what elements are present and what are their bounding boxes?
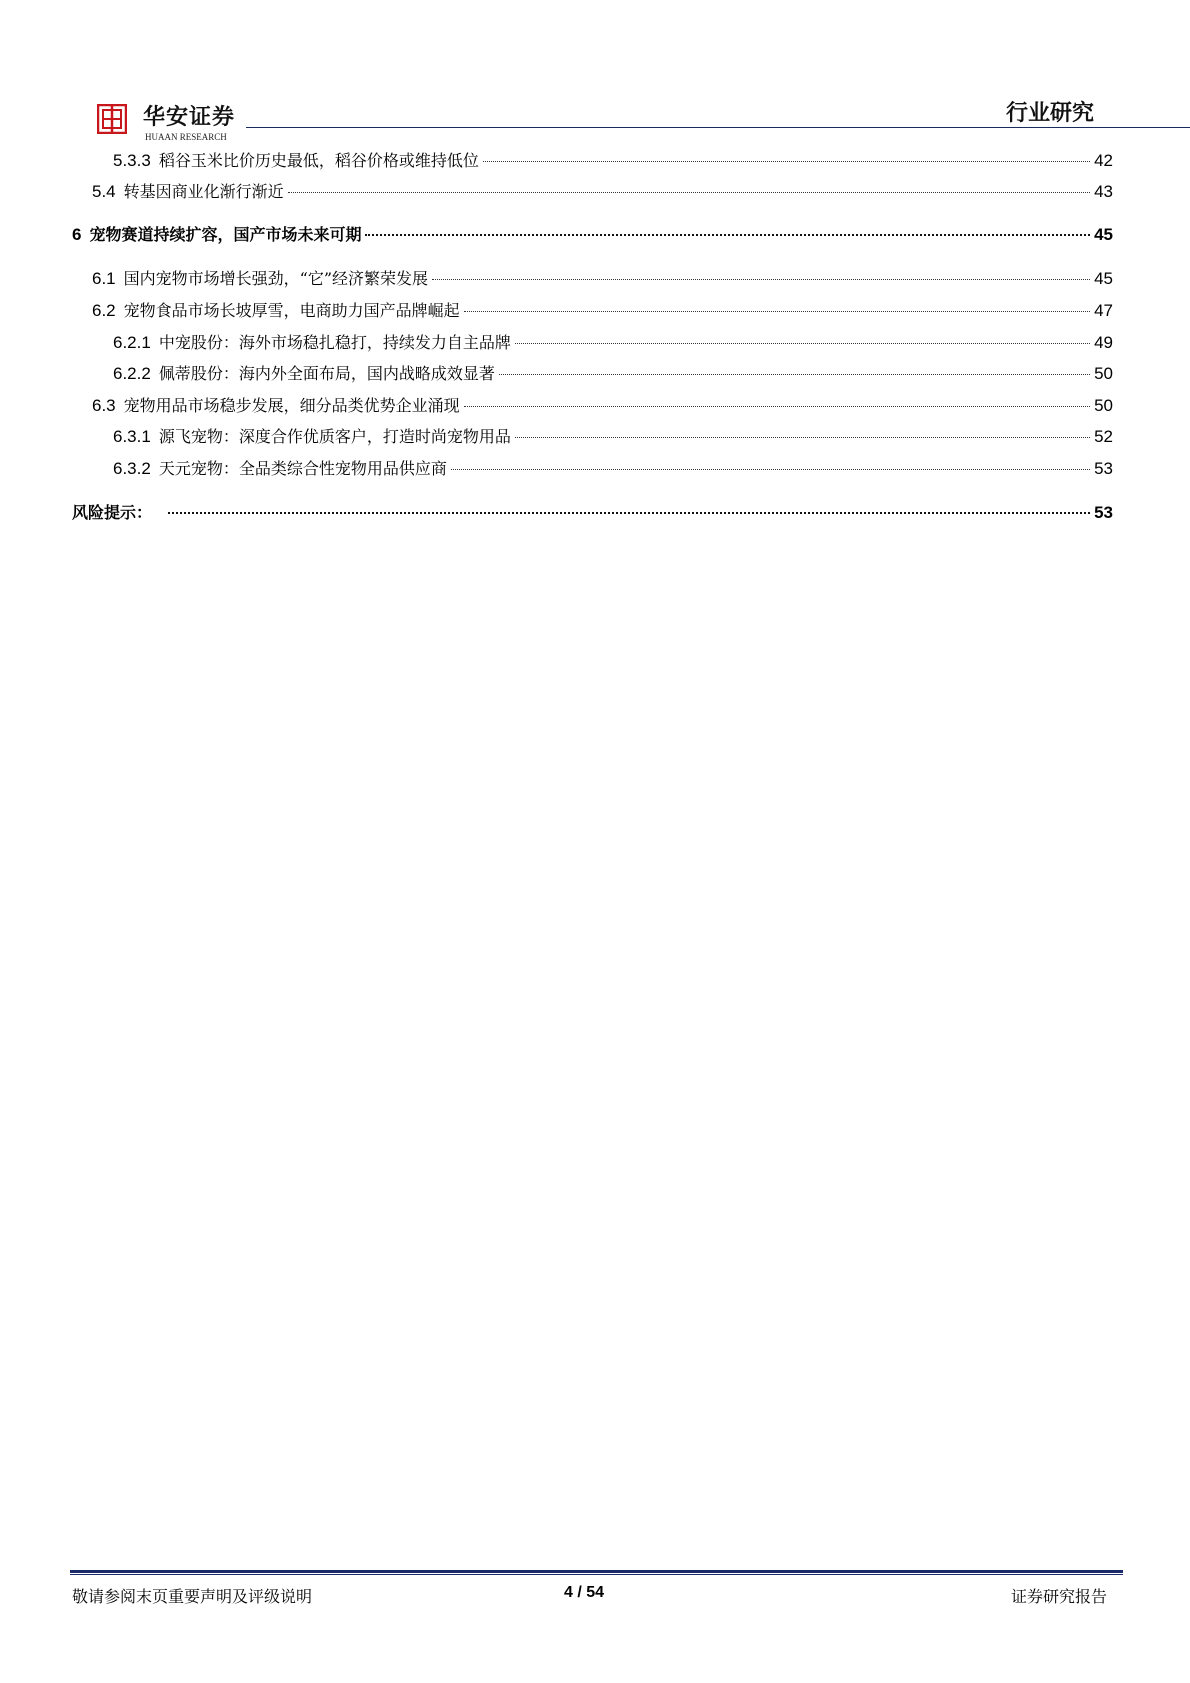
toc-leader [365, 234, 1090, 236]
toc-title: 宠物用品市场稳步发展，细分品类优势企业涌现 [123, 396, 460, 415]
toc-leader [432, 279, 1090, 280]
toc-number: 6.2 [92, 301, 116, 320]
page-number [564, 1584, 604, 1602]
toc-page: 52 [1094, 427, 1113, 446]
footer-rule [70, 1570, 1123, 1573]
toc-entry[interactable] [113, 458, 1113, 480]
huaan-logo-icon [97, 104, 127, 134]
toc-entry[interactable] [113, 150, 1113, 172]
toc-entry[interactable] [113, 363, 1113, 385]
toc-title: 宠物食品市场长坡厚雪，电商助力国产品牌崛起 [123, 301, 460, 320]
footer-rule-thin [70, 1574, 1123, 1575]
toc-entry-risk[interactable] [72, 502, 1113, 524]
page-header [97, 96, 1097, 146]
toc-title: 稻谷玉米比价历史最低，稻谷价格或维持低位 [158, 151, 479, 170]
toc-entry[interactable] [72, 224, 1113, 246]
toc-leader [288, 192, 1090, 193]
toc-page: 49 [1094, 333, 1113, 352]
toc-number: 6.3.1 [113, 427, 151, 446]
toc-leader [515, 343, 1090, 344]
toc-number: 6 [72, 225, 82, 244]
toc-page: 50 [1094, 364, 1113, 383]
report-category: 行业研究 [1005, 100, 1094, 126]
toc-number: 6.1 [92, 269, 116, 288]
toc-leader [464, 406, 1090, 407]
logo-name: 华安证券 [143, 104, 236, 130]
toc-title: 国内宠物市场增长强劲，“它”经济繁荣发展 [123, 269, 429, 288]
toc-number: 5.4 [92, 182, 116, 201]
page-total: 54 [586, 1584, 605, 1601]
toc-page: 53 [1094, 459, 1113, 478]
toc-title: 转基因商业化渐行渐近 [123, 182, 284, 201]
toc-page: 42 [1094, 151, 1113, 170]
toc-title: 风险提示： [72, 503, 153, 522]
toc-entry[interactable] [92, 395, 1113, 417]
logo-english: HUAAN RESEARCH [145, 132, 227, 142]
toc-entry[interactable] [92, 181, 1113, 203]
toc-title: 宠物赛道持续扩容，国产市场未来可期 [89, 225, 362, 244]
toc-page: 45 [1094, 269, 1113, 288]
toc-page: 47 [1094, 301, 1113, 320]
toc-leader [483, 161, 1090, 162]
toc-title: 天元宠物：全品类综合性宠物用品供应商 [158, 459, 447, 478]
toc-title: 源飞宠物：深度合作优质客户，打造时尚宠物用品 [158, 427, 511, 446]
toc-page: 53 [1094, 503, 1113, 522]
toc-entry[interactable] [92, 268, 1113, 290]
toc-entry[interactable] [113, 426, 1113, 448]
toc-page: 45 [1094, 225, 1113, 244]
toc-leader [464, 311, 1090, 312]
toc-number: 6.2.1 [113, 333, 151, 352]
page-current: 4 [564, 1584, 573, 1601]
toc-page: 50 [1094, 396, 1113, 415]
report-type: 证券研究报告 [1010, 1587, 1107, 1606]
disclaimer-note: 敬请参阅末页重要声明及评级说明 [72, 1587, 313, 1606]
toc-leader [451, 469, 1090, 470]
toc-number: 5.3.3 [113, 151, 151, 170]
toc-title: 佩蒂股份：海内外全面布局，国内战略成效显著 [158, 364, 495, 383]
toc-leader [168, 512, 1090, 514]
header-rule [246, 127, 1190, 128]
toc-page: 43 [1094, 182, 1113, 201]
toc-title: 中宠股份：海外市场稳扎稳打，持续发力自主品牌 [158, 333, 511, 352]
toc-number: 6.2.2 [113, 364, 151, 383]
toc-leader [515, 437, 1090, 438]
toc-entry[interactable] [92, 300, 1113, 322]
toc-entry[interactable] [113, 332, 1113, 354]
toc-leader [499, 374, 1090, 375]
toc-number: 6.3 [92, 396, 116, 415]
page-separator: / [577, 1584, 582, 1601]
toc-number: 6.3.2 [113, 459, 151, 478]
